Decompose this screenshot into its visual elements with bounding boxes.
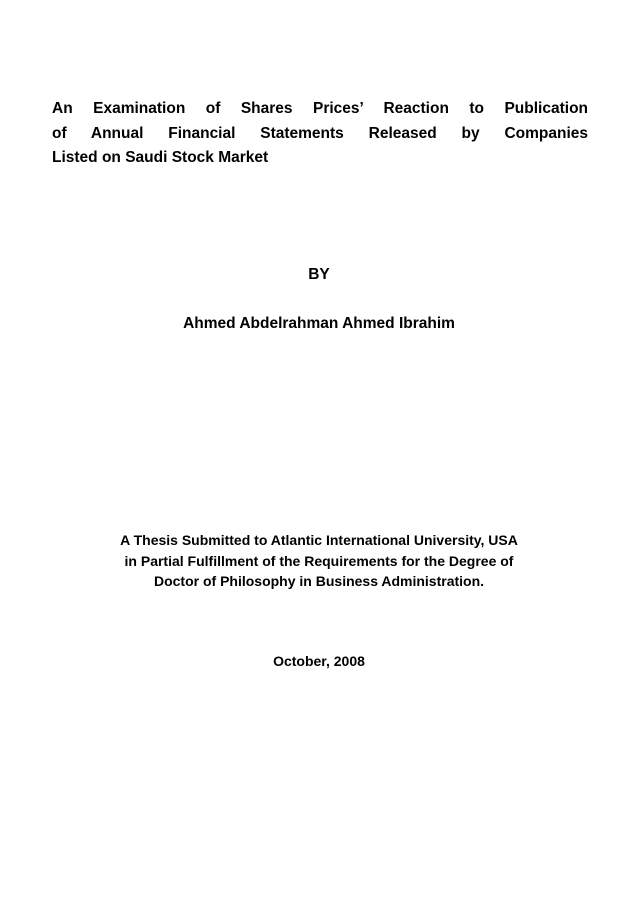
thesis-statement-line: A Thesis Submitted to Atlantic International University, USA [120, 532, 518, 548]
thesis-title-line: Listed on Saudi Stock Market [52, 149, 269, 166]
author-name: Ahmed Abdelrahman Ahmed Ibrahim [183, 315, 455, 332]
submission-date: October, 2008 [273, 653, 365, 669]
thesis-statement-line: in Partial Fulfillment of the Requirements for the Degree of [124, 552, 514, 569]
thesis-statement [0, 530, 638, 592]
by-label: BY [308, 266, 330, 283]
thesis-title-line: An Examination of Shares Prices’ Reaction to Publication [52, 100, 588, 117]
thesis-statement-line: Doctor of Philosophy in Business Administration. [153, 573, 485, 589]
thesis-title-line: of Annual Financial Statements Released by Companies [52, 124, 588, 142]
thesis-title [52, 97, 588, 171]
